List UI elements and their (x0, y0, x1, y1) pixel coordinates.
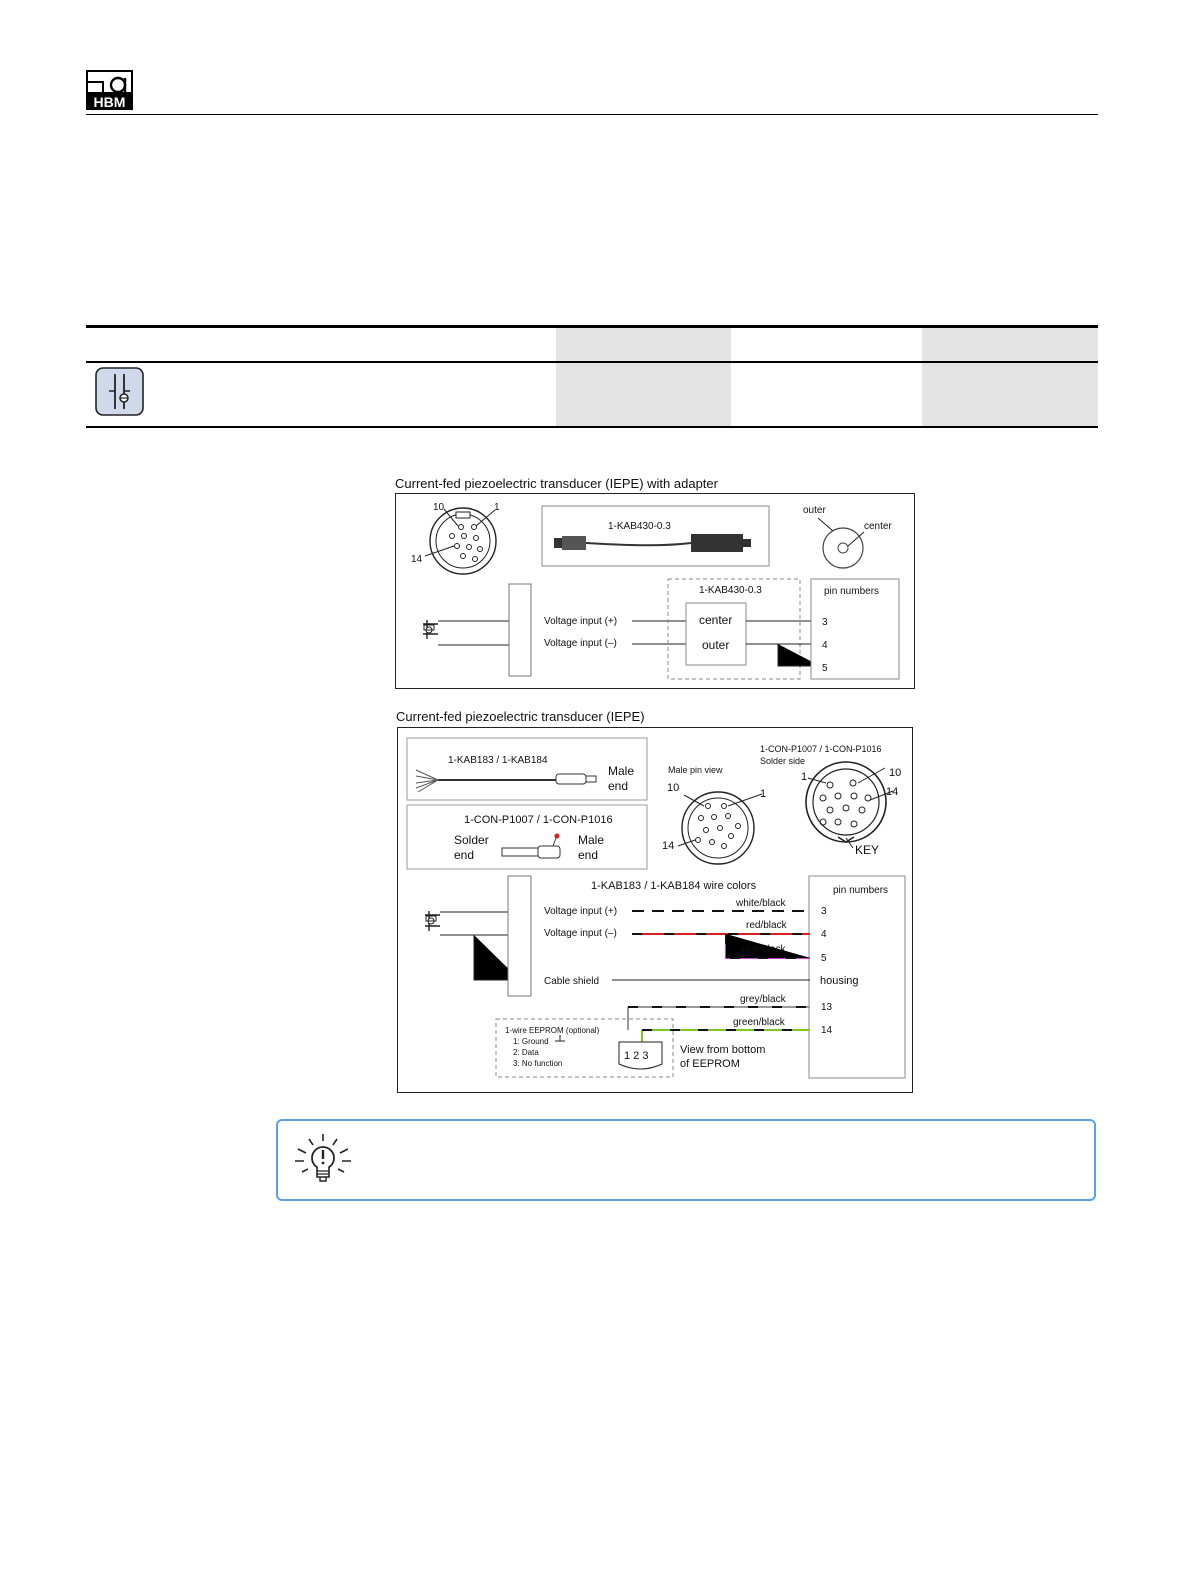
cable-shield-label: Cable shield (544, 976, 600, 987)
mpv-10: 10 (667, 782, 680, 794)
pink-black-label: pink/black (741, 944, 786, 955)
male-pin-view-label: Male pin view (668, 765, 723, 775)
adapter-cable-label: 1-KAB430-0.3 (608, 521, 671, 532)
table-cell (556, 363, 731, 426)
solder-side-title: 1-CON-P1007 / 1-CON-P1016 (760, 744, 882, 754)
note-box (276, 1119, 1096, 1201)
hbm-logo (86, 70, 133, 110)
pin-14b: 14 (821, 1025, 833, 1036)
figure2-title: Current-fed piezoelectric transducer (IEPE) (396, 709, 645, 724)
pin-14-label: 14 (411, 554, 423, 565)
header-rule (86, 114, 1098, 115)
adapter-box-label: 1-KAB430-0.3 (699, 585, 762, 596)
green-black-label: green/black (733, 1017, 785, 1028)
pin-13: 13 (821, 1002, 833, 1013)
pin-10-label: 10 (433, 502, 445, 513)
wire-colors-label: 1-KAB183 / 1-KAB184 wire colors (591, 880, 757, 892)
white-black-label: white/black (736, 898, 786, 909)
voltage-plus-label-2: Voltage input (+) (544, 906, 618, 917)
pin-5: 5 (822, 663, 828, 674)
eeprom-1: 1: Ground (513, 1037, 549, 1046)
connector-face-icon (425, 508, 496, 574)
voltage-minus-label: Voltage input (–) (544, 638, 617, 649)
table-bottom-rule (86, 426, 1098, 428)
adapter-outer: outer (702, 638, 730, 652)
eeprom-pins: 1 2 3 (624, 1050, 649, 1062)
transducer-symbol (423, 620, 438, 639)
mpv-14: 14 (662, 840, 675, 852)
adapter-center: center (699, 613, 733, 627)
male2-1: Male (578, 833, 605, 847)
male2-2: end (578, 848, 599, 862)
logo-text: HBM (93, 94, 126, 110)
pin-housing: housing (820, 975, 859, 987)
table-header-cell (556, 328, 731, 361)
mpv-1: 1 (760, 788, 767, 800)
ss-1: 1 (801, 771, 808, 783)
pin-4: 4 (822, 640, 828, 651)
ss-14: 14 (886, 786, 899, 798)
pin-1-label: 1 (494, 502, 500, 513)
figure1-title: Current-fed piezoelectric transducer (IEPE) with adapter (395, 476, 718, 491)
view-bottom-2: of EEPROM (680, 1058, 740, 1070)
coax-connector-icon (823, 528, 863, 568)
solder-side-connector-icon (806, 762, 893, 848)
pin-numbers-label-2: pin numbers (833, 885, 889, 896)
piezo-sensor-icon (95, 367, 144, 416)
outer-label: outer (803, 505, 826, 516)
pin-5b: 5 (821, 953, 827, 964)
figure1-diagram (395, 493, 915, 689)
male-end-2: end (608, 779, 629, 793)
pin-3b: 3 (821, 906, 827, 917)
voltage-plus-label: Voltage input (+) (544, 616, 618, 627)
male-end-1: Male (608, 764, 635, 778)
solder-1: Solder (454, 833, 489, 847)
pin-4b: 4 (821, 929, 827, 940)
solder-2: end (454, 848, 475, 862)
figure2-diagram (397, 727, 913, 1093)
con-label: 1-CON-P1007 / 1-CON-P1016 (464, 814, 613, 826)
pin-numbers-label: pin numbers (824, 586, 880, 597)
table-cell (922, 363, 1098, 426)
center-label: center (864, 521, 892, 532)
voltage-minus-label-2: Voltage input (–) (544, 928, 617, 939)
view-bottom-1: View from bottom (680, 1044, 766, 1056)
red-black-label: red/black (746, 920, 787, 931)
ss-10: 10 (889, 767, 902, 779)
male-pin-view-icon (678, 792, 762, 864)
transducer-symbol-2 (425, 911, 440, 931)
grey-black-label: grey/black (740, 994, 786, 1005)
eeprom-title: 1-wire EEPROM (optional) (505, 1026, 600, 1035)
cable-label: 1-KAB183 / 1-KAB184 (448, 755, 548, 766)
solder-side-label: Solder side (760, 756, 806, 766)
table-header-cell (922, 328, 1098, 361)
eeprom-3: 3: No function (513, 1059, 563, 1068)
lightbulb-tip-icon (288, 1130, 356, 1194)
key-label: KEY (855, 843, 880, 857)
ground-icon (555, 1035, 565, 1041)
eeprom-2: 2: Data (513, 1048, 539, 1057)
pin-3: 3 (822, 617, 828, 628)
